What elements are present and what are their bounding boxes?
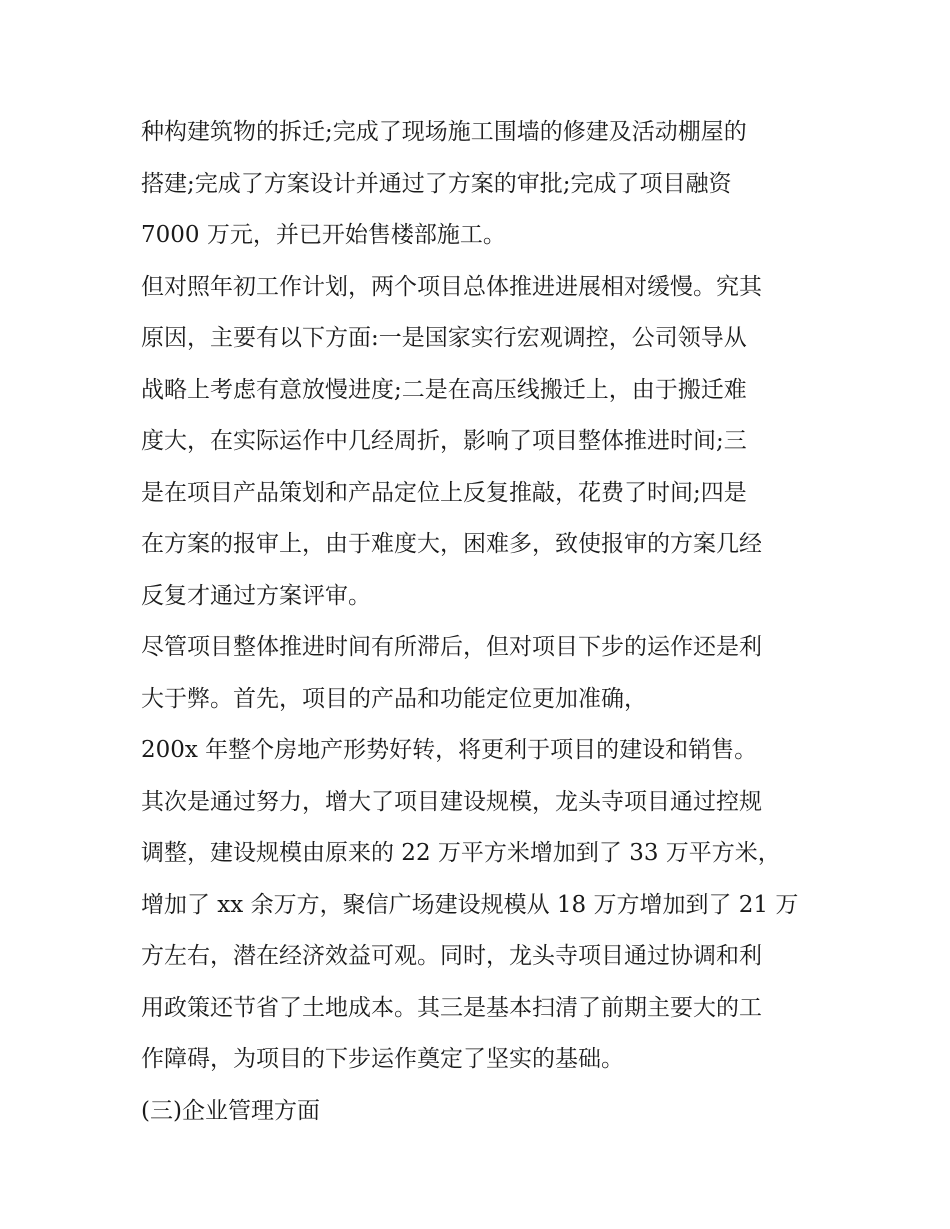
text-line: 200x 年整个房地产形势好转，将更利于项目的建设和销售。	[141, 737, 758, 763]
text-line: 作障碍，为项目的下步运作奠定了坚实的基础。	[141, 1046, 624, 1072]
text-line: 反复才通过方案评审。	[141, 582, 371, 609]
text-line: 度大，在实际运作中几经周折，影响了项目整体推进时间;三	[141, 428, 747, 454]
text-line: 在方案的报审上，由于难度大，困难多，致使报审的方案几经	[141, 531, 762, 557]
text-line: 方左右，潜在经济效益可观。同时，龙头寺项目通过协调和利	[141, 943, 762, 969]
text-line: 7000 万元，并已开始售楼部施工。	[141, 222, 506, 248]
document-body	[141, 107, 821, 1137]
text-line: 用政策还节省了土地成本。其三是基本扫清了前期主要大的工	[141, 994, 762, 1021]
section-heading: (三)企业管理方面	[141, 1097, 320, 1124]
text-line: 其次是通过努力，增大了项目建设规模，龙头寺项目通过控规	[141, 788, 762, 815]
text-line: 大于弊。首先，项目的产品和功能定位更加准确，	[141, 685, 647, 712]
text-line: 战略上考虑有意放慢进度;二是在高压线搬迁上，由于搬迁难	[141, 376, 747, 403]
text-line: 是在项目产品策划和产品定位上反复推敲，花费了时间;四是	[141, 479, 747, 506]
text-line: 种构建筑物的拆迁;完成了现场施工围墙的修建及活动棚屋的	[141, 119, 747, 145]
text-line: 但对照年初工作计划，两个项目总体推进进展相对缓慢。究其	[141, 273, 762, 300]
text-line: 调整，建设规模由原来的 22 万平方米增加到了 33 万平方米，	[141, 840, 781, 866]
text-line: 增加了 xx 余万方，聚信广场建设规模从 18 万方增加到了 21 万	[141, 891, 799, 918]
text-line: 原因，主要有以下方面:一是国家实行宏观调控，公司领导从	[141, 325, 747, 351]
text-line: 尽管项目整体推进时间有所滞后，但对项目下步的运作还是利	[141, 634, 762, 660]
text-line: 搭建;完成了方案设计并通过了方案的审批;完成了项目融资	[141, 170, 732, 197]
